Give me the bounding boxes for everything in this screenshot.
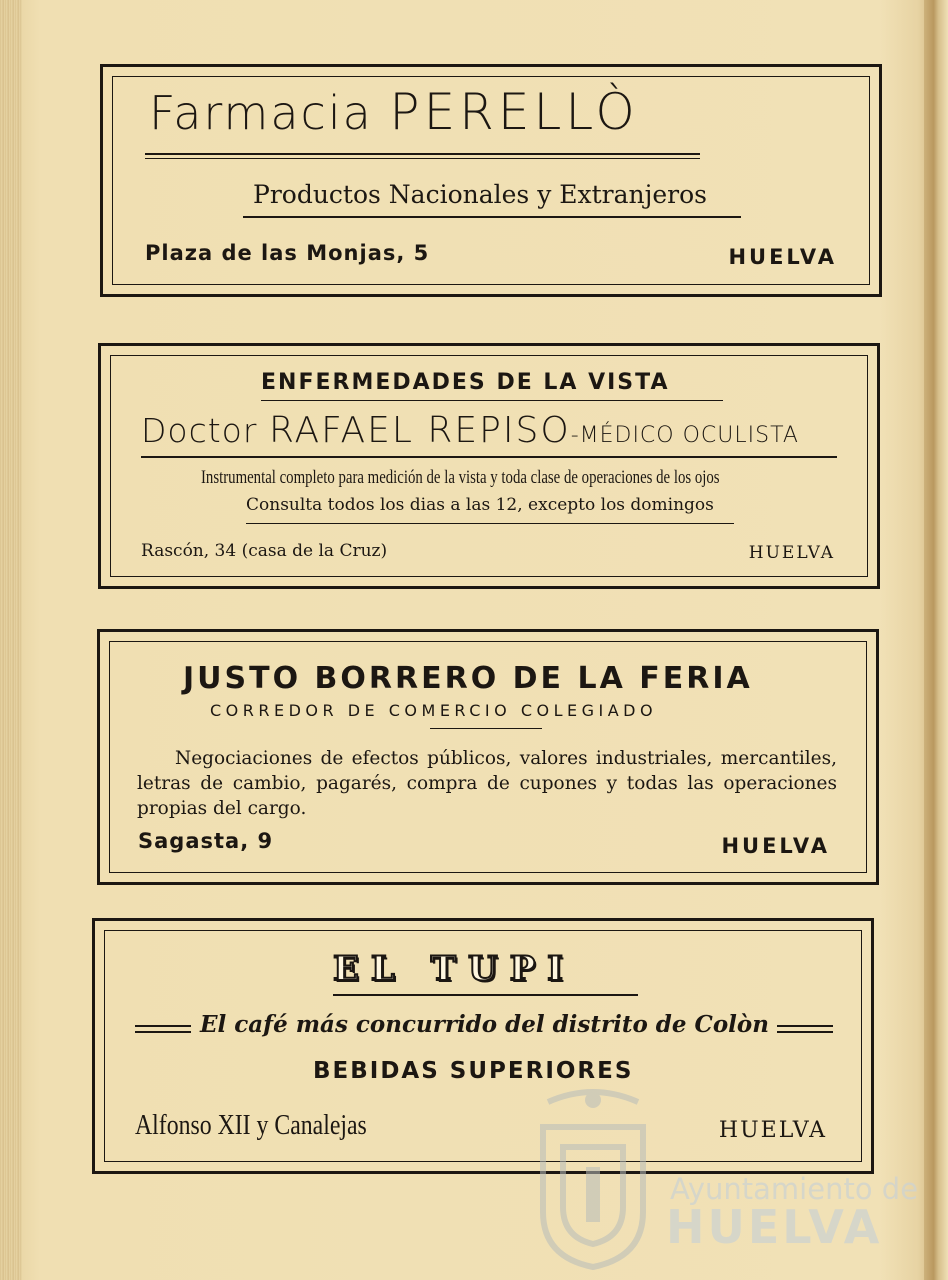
ayuntamiento-crest-icon xyxy=(528,1082,658,1272)
ad-description: Negociaciones de efectos públicos, valores industriales, mercantiles, letras de cambio, pagarés, compra de cupones y todas las operaciones propias del cargo. xyxy=(137,748,837,819)
ad-address: Sagasta, 9 xyxy=(138,829,274,853)
divider xyxy=(246,523,734,524)
ad-el-tupi xyxy=(92,918,874,1174)
ad-tagline: BEBIDAS SUPERIORES xyxy=(313,1058,634,1084)
divider xyxy=(141,456,837,458)
ad-city: HUELVA xyxy=(728,245,837,269)
page-right-edge xyxy=(924,0,948,1280)
doctor-name: RAFAEL REPISO xyxy=(268,410,571,451)
ad-city: HUELVA xyxy=(718,1118,827,1143)
title-lead: Farmacia xyxy=(149,86,373,140)
ad-justo-borrero xyxy=(97,629,879,885)
doctor-line xyxy=(141,410,799,451)
title-name: PERELLÒ xyxy=(389,83,639,141)
ad-address: Rascón, 34 (casa de la Cruz) xyxy=(141,541,388,561)
ad-profession: CORREDOR DE COMERCIO COLEGIADO xyxy=(210,701,658,720)
ad-line-instrumental: Instrumental completo para medición de la vista y toda clase de operaciones de los ojos xyxy=(201,467,720,488)
page-left-edge xyxy=(0,0,22,1280)
divider xyxy=(261,400,723,401)
ad-city: HUELVA xyxy=(721,834,830,858)
divider xyxy=(333,994,638,996)
ad-line-consulta: Consulta todos los dias a las 12, excepto los domingos xyxy=(246,495,714,515)
divider xyxy=(243,216,741,218)
divider xyxy=(430,728,542,729)
slogan-rule-right xyxy=(777,1025,833,1027)
ad-doctor-repiso xyxy=(98,343,880,589)
divider xyxy=(145,158,700,159)
ad-heading: ENFERMEDADES DE LA VISTA xyxy=(261,370,670,395)
watermark-line1: Ayuntamiento de xyxy=(670,1172,919,1206)
ad-address: Alfonso XII y Canalejas xyxy=(135,1109,367,1141)
doctor-prefix: Doctor xyxy=(141,411,258,450)
ad-farmacia-perello xyxy=(100,64,882,297)
ad-title xyxy=(149,83,639,141)
ad-city: HUELVA xyxy=(748,543,835,563)
ad-subtitle: Productos Nacionales y Extranjeros xyxy=(253,180,708,209)
doctor-specialty: -MÉDICO OCULISTA xyxy=(570,423,799,448)
ad-address: Plaza de las Monjas, 5 xyxy=(145,241,430,265)
ad-name: EL TUPI xyxy=(333,949,576,989)
watermark-line2: HUELVA xyxy=(666,1200,883,1254)
slogan-rule-left xyxy=(135,1025,191,1027)
ad-name: JUSTO BORRERO DE LA FERIA xyxy=(183,661,753,696)
ad-slogan: El café más concurrido del distrito de Colòn xyxy=(200,1011,769,1038)
divider xyxy=(145,153,700,155)
slogan-rule-left xyxy=(135,1031,191,1033)
slogan-rule-right xyxy=(777,1031,833,1033)
